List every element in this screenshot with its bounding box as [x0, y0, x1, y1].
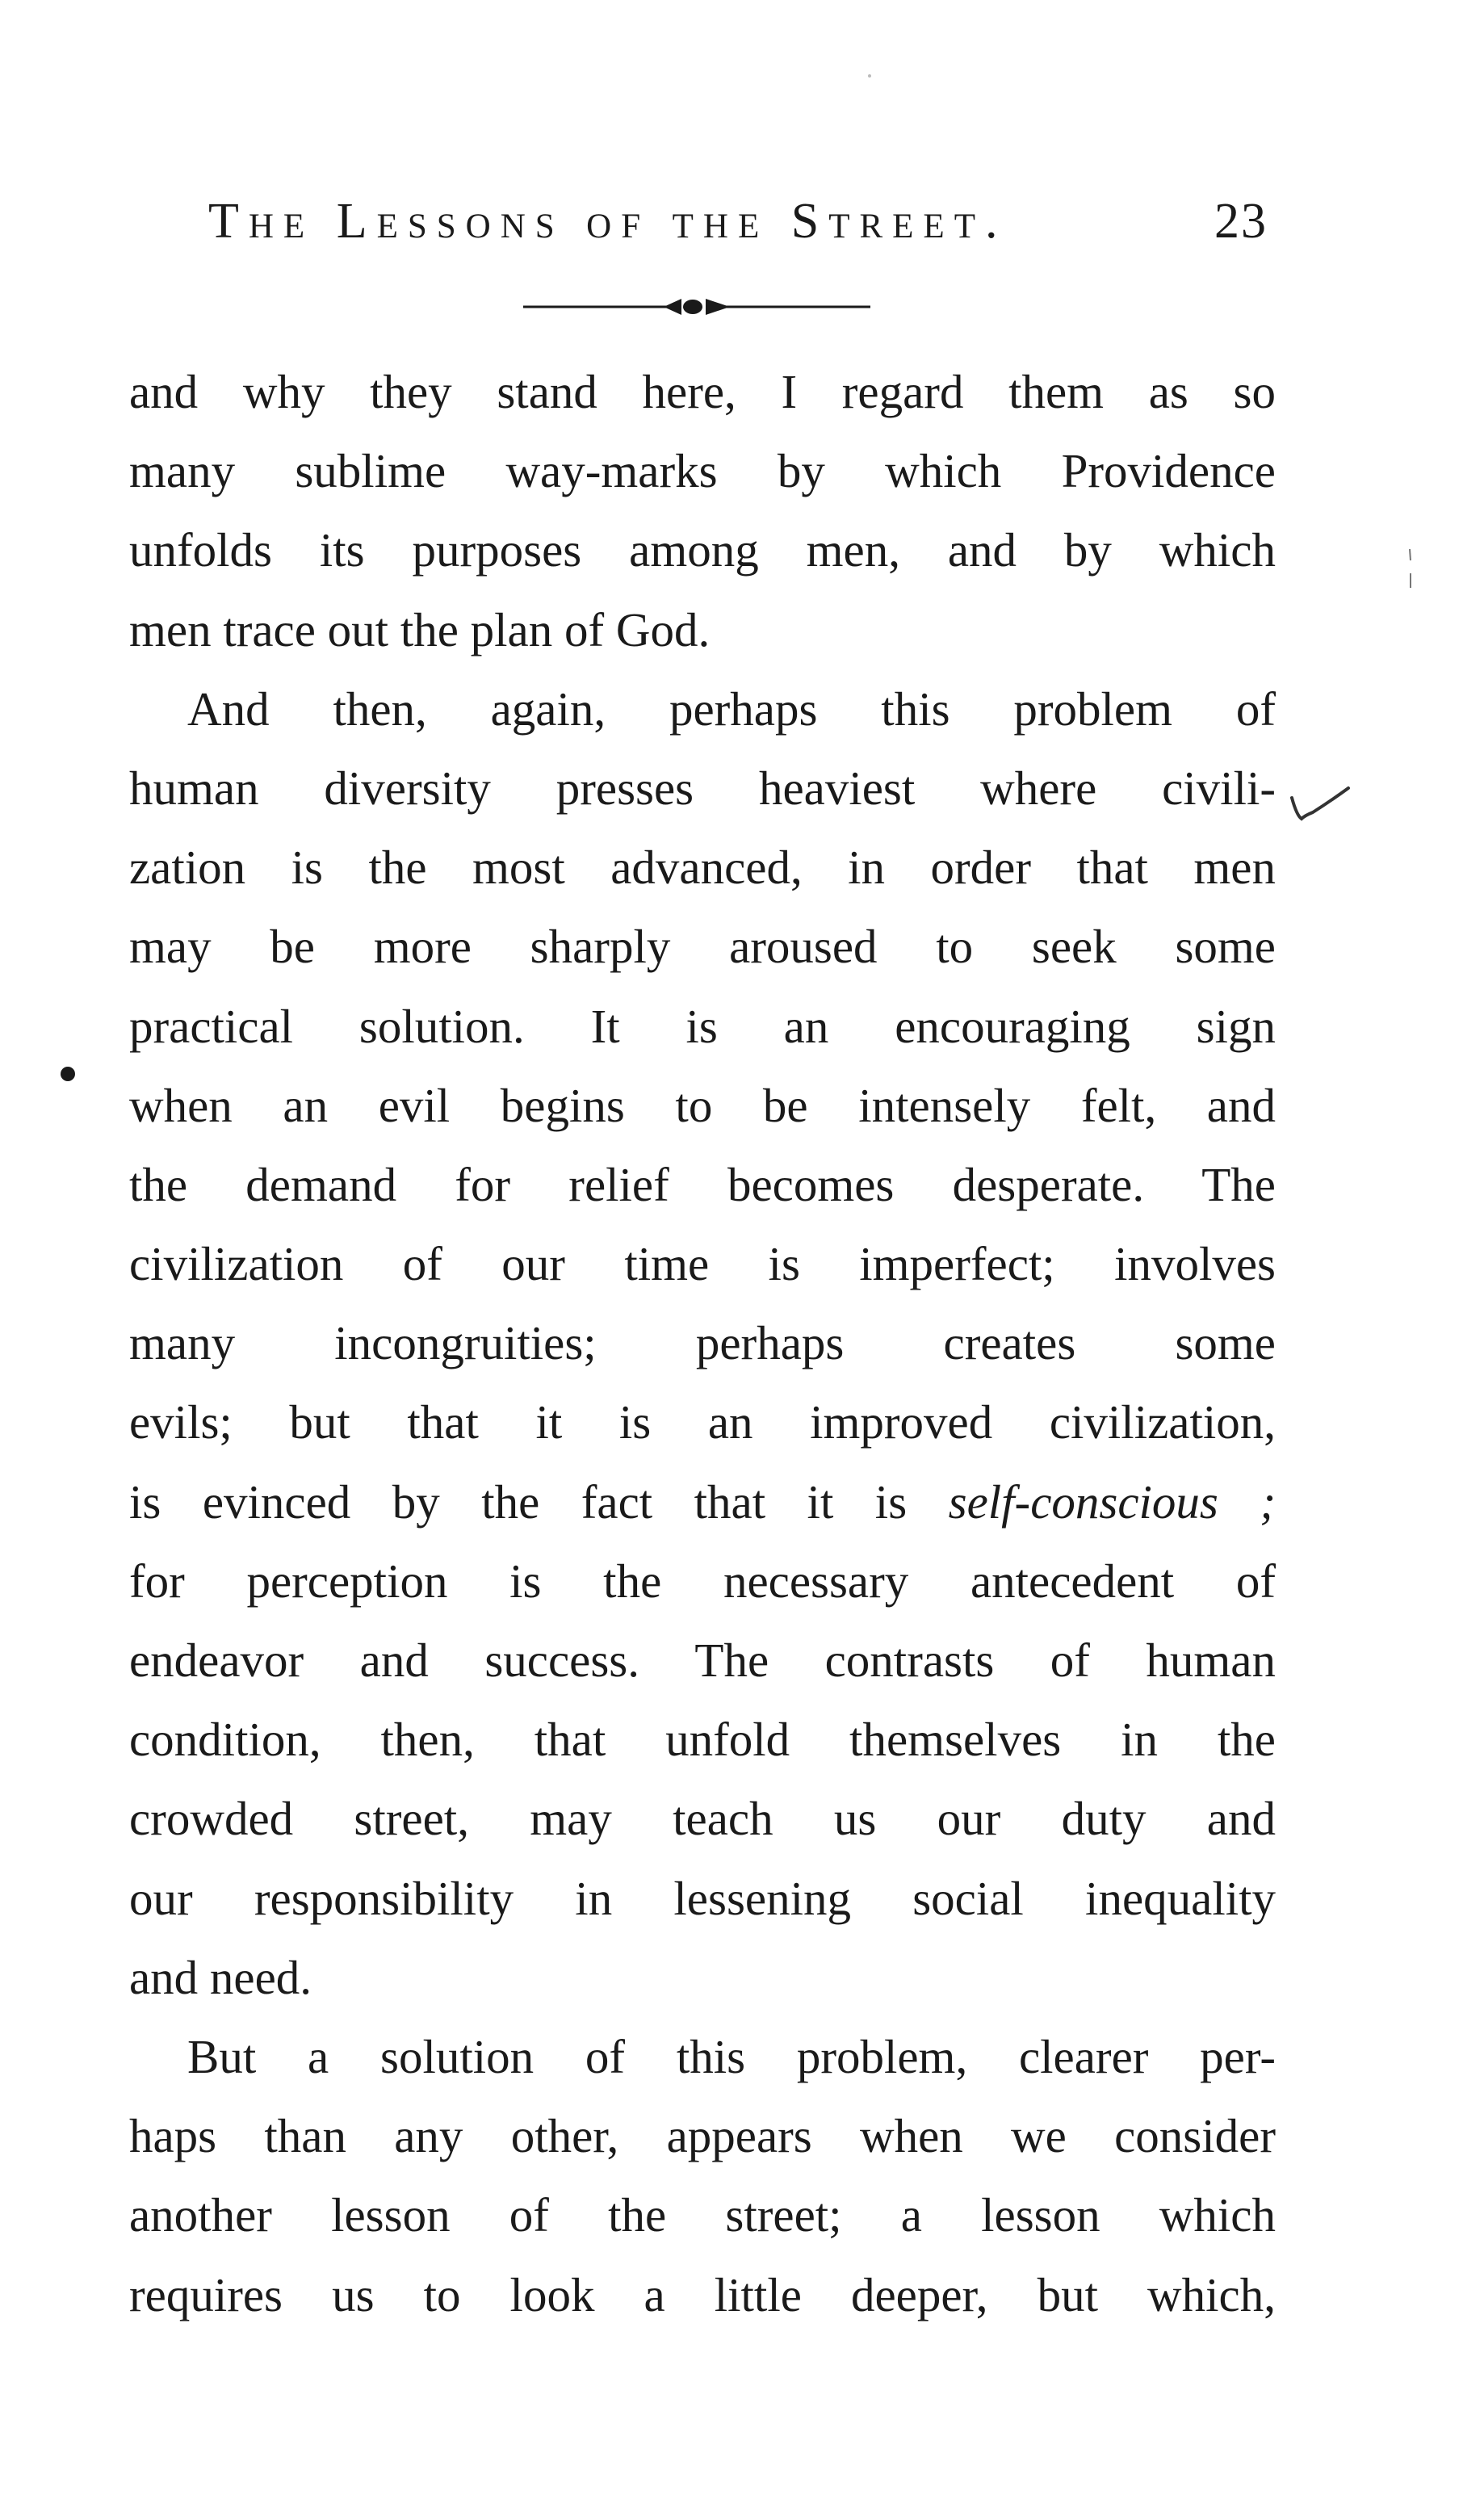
text-line: evils; but that it is an improved civilization,: [129, 1395, 1276, 1449]
text-line: for perception is the necessary antecedent of: [129, 1554, 1276, 1608]
italic-emphasis: self-conscious ;: [948, 1474, 1276, 1529]
text-line: and need.: [129, 1950, 312, 2004]
text-line: requires us to look a little deeper, but which,: [129, 2267, 1276, 2321]
paper-speck: [868, 74, 871, 78]
text-line: the demand for relief becomes desperate. The: [129, 1157, 1276, 1211]
text-line: and why they stand here, I regard them as so: [129, 365, 1276, 418]
text-line: many sublime way-marks by which Providence: [129, 444, 1276, 498]
running-head: [208, 173, 1268, 270]
text-line: civilization of our time is imperfect; involves: [129, 1237, 1276, 1291]
text-line: But a solution of this problem, clearer per-: [187, 2029, 1276, 2083]
pencil-tick-icon: [1405, 546, 1416, 594]
text-line: another lesson of the street; a lesson which: [129, 2188, 1276, 2242]
ornamental-rule-icon: [523, 292, 870, 321]
running-title: The Lessons of the Street.: [208, 194, 1008, 249]
text-line: human diversity presses heaviest where civili-: [129, 761, 1276, 815]
text-line: [129, 1462, 1276, 1541]
ink-dot-icon: [58, 1064, 78, 1084]
text-line: practical solution. It is an encouraging sign: [129, 999, 1276, 1053]
text-line: endeavor and success. The contrasts of human: [129, 1634, 1276, 1687]
pencil-check-mark-icon: [1289, 783, 1353, 828]
text-line: crowded street, may teach us our duty and: [129, 1792, 1276, 1846]
text-line: And then, again, perhaps this problem of: [187, 682, 1276, 736]
text-line: when an evil begins to be intensely felt, and: [129, 1078, 1276, 1132]
text-line: condition, then, that unfold themselves in the: [129, 1713, 1276, 1767]
text-line: may be more sharply aroused to seek some: [129, 920, 1276, 974]
text-line: men trace out the plan of God.: [129, 602, 711, 656]
text-line: haps than any other, appears when we consider: [129, 2109, 1276, 2163]
text-line: unfolds its purposes among men, and by which: [129, 523, 1276, 577]
text-line: our responsibility in lessening social inequality: [129, 1871, 1276, 1925]
text-segment: is evinced by the fact that it is: [129, 1474, 949, 1529]
text-line: zation is the most advanced, in order that men: [129, 841, 1276, 895]
text-line: many incongruities; perhaps creates some: [129, 1316, 1276, 1370]
body-text: [129, 352, 1276, 2334]
page-number: 23: [1214, 194, 1268, 249]
